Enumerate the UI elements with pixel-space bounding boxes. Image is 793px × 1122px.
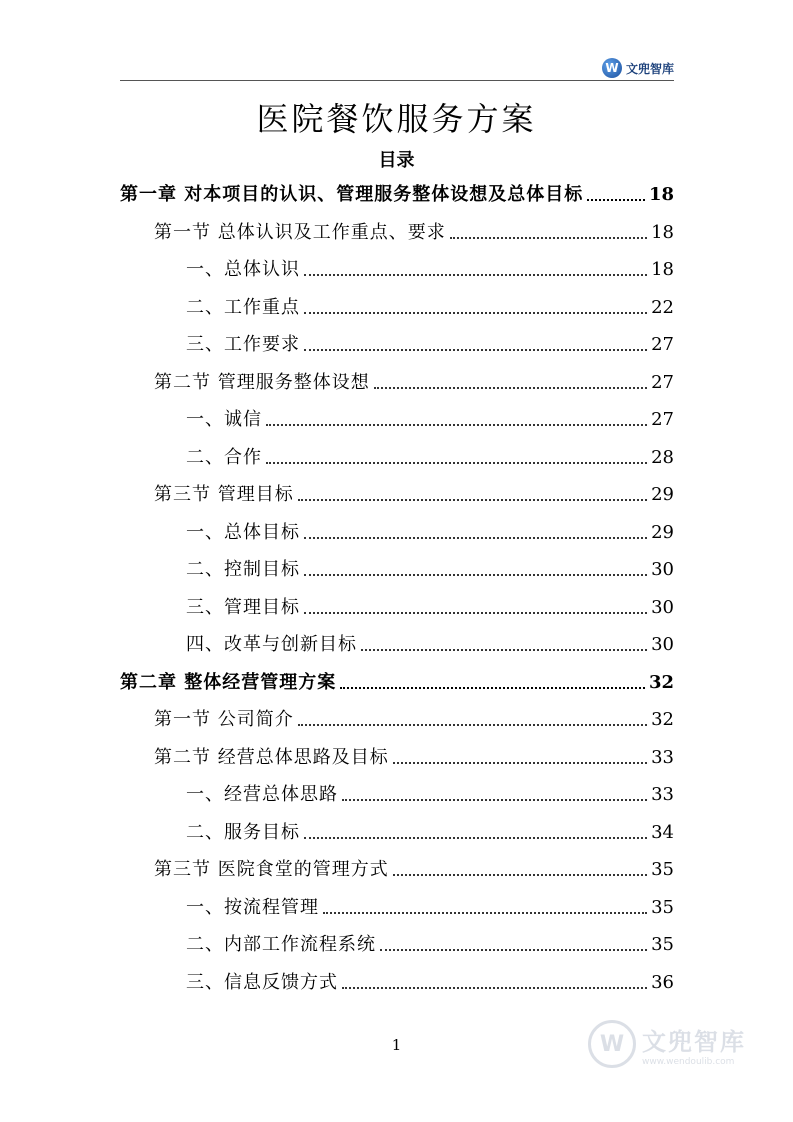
toc-entry-section[interactable] [154,743,674,769]
toc-entry-section[interactable] [154,855,674,881]
toc-entry-item[interactable] [186,443,674,469]
toc-entry-chapter[interactable] [120,180,674,206]
toc-entry-page: 33 [651,746,674,768]
toc-entry-page: 36 [651,971,674,993]
toc-dot-leader [393,874,647,876]
page-number: 1 [391,1036,402,1054]
toc-entry-page: 22 [651,296,674,318]
toc-entry-page: 35 [651,859,674,880]
toc-entry-label: 第一节 公司简介 [154,709,294,730]
toc-entry-item[interactable] [186,255,674,281]
toc-dot-leader [266,462,647,464]
toc-entry-page: 27 [651,334,674,355]
toc-dot-leader [342,987,647,989]
toc-entry-item[interactable] [186,630,674,656]
toc-entry-page: 34 [651,821,674,843]
toc-entry-item[interactable] [186,893,674,919]
toc-entry-label: 二、控制目标 [186,559,300,580]
toc-entry-page: 29 [651,521,674,543]
toc-entry-page: 28 [651,446,674,468]
toc-entry-page: 32 [651,709,674,730]
toc-entry-label: 二、工作重点 [186,296,300,318]
watermark-name: 文兜智库 [642,1027,746,1056]
toc-entry-page: 30 [651,559,674,580]
toc-dot-leader [266,424,647,426]
toc-entry-item[interactable] [186,968,674,994]
toc-dot-leader [380,949,647,951]
toc-entry-label: 第三节 管理目标 [154,484,294,505]
toc-entry-label: 一、诚信 [186,409,262,430]
toc-entry-label: 第二章 整体经营管理方案 [120,671,337,693]
toc-entry-label: 第二节 经营总体思路及目标 [154,746,389,768]
toc-entry-label: 三、信息反馈方式 [186,971,338,993]
toc-entry-label: 三、管理目标 [186,596,300,618]
toc-entry-page: 29 [651,484,674,505]
toc-entry-page: 35 [651,934,674,955]
toc-entry-chapter[interactable] [120,668,674,694]
toc-entry-item[interactable] [186,780,674,806]
toc-entry-item[interactable] [186,518,674,544]
logo-icon: W [602,58,622,78]
header-rule [120,80,674,81]
toc-dot-leader [374,387,647,389]
toc-dot-leader [342,799,647,801]
header-logo [602,58,674,78]
toc-entry-label: 三、工作要求 [186,334,300,355]
toc-dot-leader [304,349,647,351]
toc-heading: 目录 [378,150,415,171]
toc-entry-label: 二、合作 [186,446,262,468]
toc-entry-item[interactable] [186,818,674,844]
toc-entry-page: 30 [651,634,674,655]
toc-dot-leader [323,912,647,914]
toc-entry-page: 18 [648,184,674,205]
toc-entry-page: 32 [648,671,674,693]
toc-entry-page: 33 [651,784,674,805]
toc-entry-page: 18 [651,221,674,243]
toc-dot-leader [587,199,645,201]
watermark [588,1020,746,1068]
toc-entry-section[interactable] [154,480,674,506]
toc-entry-label: 二、内部工作流程系统 [186,934,376,955]
toc-dot-leader [340,687,645,689]
toc-entry-page: 30 [651,596,674,618]
watermark-logo-icon: W [588,1020,636,1068]
toc-entry-label: 第二节 管理服务整体设想 [154,371,370,393]
toc-entry-item[interactable] [186,405,674,431]
toc-entry-label: 一、总体认识 [186,259,300,280]
toc-dot-leader [450,237,647,239]
toc-entry-label: 第一章 对本项目的认识、管理服务整体设想及总体目标 [120,184,584,205]
toc-entry-item[interactable] [186,593,674,619]
toc-entry-page: 35 [651,896,674,918]
toc-entry-label: 一、总体目标 [186,521,300,543]
toc-entry-section[interactable] [154,705,674,731]
toc-entry-section[interactable] [154,218,674,244]
toc-entry-label: 一、经营总体思路 [186,784,338,805]
toc-entry-page: 27 [651,409,674,430]
toc-entry-item[interactable] [186,330,674,356]
toc-dot-leader [298,499,647,501]
toc-entry-item[interactable] [186,555,674,581]
toc-dot-leader [361,649,647,651]
toc-entry-section[interactable] [154,368,674,394]
toc-entry-page: 18 [651,259,674,280]
toc-dot-leader [304,612,647,614]
document-title: 医院餐饮服务方案 [256,100,537,138]
toc-dot-leader [304,274,647,276]
toc-dot-leader [304,837,647,839]
toc-entry-label: 一、按流程管理 [186,896,319,918]
toc-entry-label: 第三节 医院食堂的管理方式 [154,859,389,880]
toc-entry-label: 第一节 总体认识及工作重点、要求 [154,221,446,243]
watermark-url: www.wendoulib.com [642,1056,735,1067]
toc-dot-leader [304,537,647,539]
toc-entry-label: 二、服务目标 [186,821,300,843]
toc-dot-leader [393,762,647,764]
toc-dot-leader [304,312,647,314]
toc-entry-item[interactable] [186,293,674,319]
toc-dot-leader [304,574,647,576]
toc-entry-item[interactable] [186,930,674,956]
toc-entry-label: 四、改革与创新目标 [186,634,357,655]
toc-entry-page: 27 [651,371,674,393]
toc-dot-leader [298,724,647,726]
logo-text: 文兜智库 [626,61,675,76]
